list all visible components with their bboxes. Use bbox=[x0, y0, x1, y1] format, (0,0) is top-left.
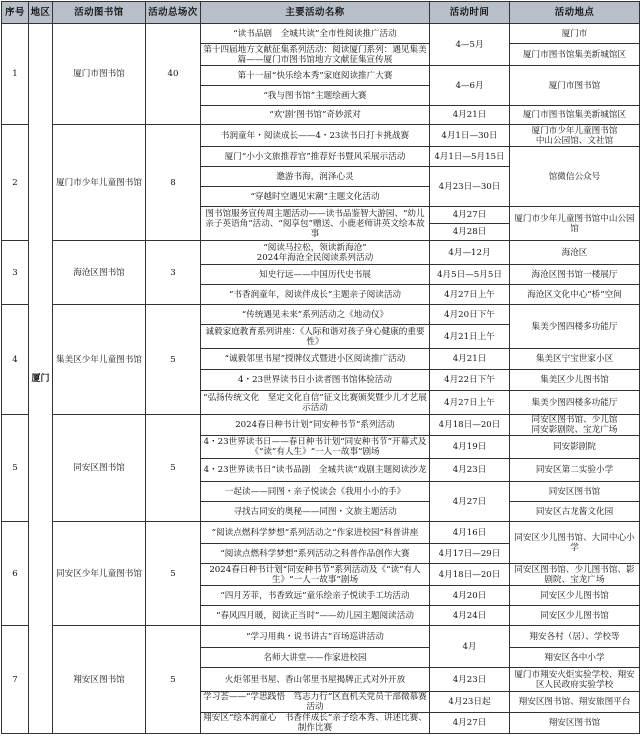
activity-name: 4・23世界读书日小读者图书馆体验活动 bbox=[201, 370, 430, 391]
activity-place: 同安区少儿图书馆、大同中心小学 bbox=[510, 522, 640, 564]
activity-total: 8 bbox=[146, 125, 201, 241]
activity-place: 翔安区图书馆 bbox=[510, 713, 640, 734]
header-total: 活动总场次 bbox=[146, 2, 201, 24]
activity-place: 同安区第二实验小学 bbox=[510, 459, 640, 482]
group-index: 5 bbox=[2, 415, 29, 522]
activity-time: 4月21日 bbox=[430, 349, 510, 370]
activity-time: 4月 bbox=[430, 626, 510, 668]
group-index: 6 bbox=[2, 522, 29, 626]
activity-time: 4月28日 bbox=[430, 224, 510, 241]
activity-name: 邀游书海，润泽心灵 bbox=[201, 167, 430, 187]
activity-name: 2024春日种书计划“同安种书节”系列活动及《“读”有人生》“一人一故事”剧场 bbox=[201, 564, 430, 586]
activity-place: 集美少图四楼多功能厅 bbox=[510, 305, 640, 349]
activity-name: 学习荟——“学思践悟 笃志力行”区直机关党员干部微慕赛活动 bbox=[201, 692, 430, 713]
activity-place: 厦门市图书馆集美新城馆区 bbox=[510, 44, 640, 66]
activity-time: 4月—12月 bbox=[430, 241, 510, 265]
table-row bbox=[2, 522, 640, 544]
activity-name: “书香润童年，阅读伴成长”主题亲子阅读活动 bbox=[201, 285, 430, 305]
activity-place: 集美少图四楼多功能厅 bbox=[510, 391, 640, 415]
activity-name: 4・23世界读书日——春日种书计划“同安种书节”开幕式及《“读”有人生》“一人一故事”剧场 bbox=[201, 436, 430, 459]
header-activity-name: 主要活动名称 bbox=[201, 2, 430, 24]
activity-name: 诚毅家庭教育系列讲座：《人际和谐对孩子身心健康的重要性》 bbox=[201, 325, 430, 349]
activity-name: 翔安区“绘本润童心 书香伴成长”亲子绘本秀、讲述比赛、制作比赛 bbox=[201, 713, 430, 734]
activity-place bbox=[510, 415, 640, 436]
activity-name-line: “阅读马拉松，领读新海沧” bbox=[263, 242, 367, 253]
activity-name: 知史行远——中国历代史书展 bbox=[201, 265, 430, 285]
activity-name: “读书品剧 全城共读”全市性阅读推广活动 bbox=[201, 24, 430, 44]
group-index: 3 bbox=[2, 241, 29, 305]
activity-place: 厦门市图书馆集美新城馆区 bbox=[510, 106, 640, 125]
activity-time: 4月23日—30日 bbox=[430, 167, 510, 207]
activity-name-line: 2024年海沧全民阅读系列活动 bbox=[256, 252, 374, 263]
activity-time: 4月27日上午 bbox=[430, 285, 510, 305]
table-row bbox=[2, 305, 640, 325]
region-cell: 厦门 bbox=[29, 24, 53, 734]
activity-place: 海沧区 bbox=[510, 241, 640, 265]
activity-time: 4月27日 bbox=[430, 482, 510, 522]
activity-place: 集美区少儿图书馆 bbox=[510, 370, 640, 391]
activity-name: 一起读——同图・亲子悦读会《我用小小的手》 bbox=[201, 482, 430, 502]
activity-time: 4月18日—20日 bbox=[430, 415, 510, 436]
activity-place: 同安区少儿图书馆 bbox=[510, 606, 640, 626]
activity-name: 第十四届地方文献征集系列活动：阅读厦门系列：遇见集美篇——厦门市图书馆地方文献征集宣传展 bbox=[201, 44, 430, 66]
library-name: 集美区少年儿童图书馆 bbox=[53, 305, 146, 415]
activity-name: 名师大讲堂——作家进校园 bbox=[201, 648, 430, 668]
activity-time: 4月18日—20日 bbox=[430, 564, 510, 586]
group-index: 7 bbox=[2, 626, 29, 734]
activity-time: 4月17日—29日 bbox=[430, 544, 510, 564]
activity-time: 4月22日下午 bbox=[430, 370, 510, 391]
activity-name: 图书馆服务宣传周主题活动——读书品鉴智大游园、“幼儿亲子英语角”活动、“阅享包”赠送、小鹿老师讲英文绘本故事 bbox=[201, 207, 430, 241]
activity-name: “欢‘剧’图书馆”奇妙派对 bbox=[201, 106, 430, 125]
library-name: 同安区图书馆 bbox=[53, 415, 146, 522]
activity-place-line: 同安影剧院、宝龙广场 bbox=[531, 425, 618, 435]
activity-place: 厦门市 bbox=[510, 24, 640, 44]
activity-place: 厦门市少年儿童图书馆中山公园馆 bbox=[510, 207, 640, 241]
library-name: 厦门市图书馆 bbox=[53, 24, 146, 125]
activity-name: “阅读点燃科学梦想”系列活动之科普作品创作大赛 bbox=[201, 544, 430, 564]
activity-time: 4月23日 bbox=[430, 459, 510, 482]
group-index: 1 bbox=[2, 24, 29, 125]
activity-total: 5 bbox=[146, 522, 201, 626]
activity-time: 4月1日—5月15日 bbox=[430, 147, 510, 167]
activity-place: 厦门市翔安火炬实验学校、翔安区人民政府实验学校 bbox=[510, 668, 640, 692]
activity-time: 4月27日上午 bbox=[430, 391, 510, 415]
library-name: 厦门市少年儿童图书馆 bbox=[53, 125, 146, 241]
activity-name: “学习用典・说书讲古”百场巡讲活动 bbox=[201, 626, 430, 648]
activity-time: 4月5日—5月5日 bbox=[430, 265, 510, 285]
activity-place: 翔安区各中小学 bbox=[510, 648, 640, 668]
activity-schedule-table bbox=[1, 1, 640, 734]
activity-place: 厦门市图书馆 bbox=[510, 66, 640, 106]
activity-name: 2024春日种书计划“同安种书节”系列活动 bbox=[201, 415, 430, 436]
activity-name: 寻找古同安的奥秘——同图・文旅主题活动 bbox=[201, 502, 430, 522]
activity-total: 5 bbox=[146, 626, 201, 734]
library-name: 海沧区图书馆 bbox=[53, 241, 146, 305]
group-index: 2 bbox=[2, 125, 29, 241]
activity-place bbox=[510, 125, 640, 147]
header-index: 序号 bbox=[2, 2, 29, 24]
activity-name: “我与图书馆”主题绘画大赛 bbox=[201, 86, 430, 106]
activity-time: 4月19日 bbox=[430, 436, 510, 459]
activity-total: 5 bbox=[146, 305, 201, 415]
header-region: 地区 bbox=[29, 2, 53, 24]
table-row bbox=[2, 415, 640, 436]
activity-place-line: 同安区图书馆、少儿馆 bbox=[531, 415, 618, 425]
activity-place: 海沧区文化中心“桥”空间 bbox=[510, 285, 640, 305]
activity-place: 翔安各村（居）、学校等 bbox=[510, 626, 640, 648]
header-library: 活动图书馆 bbox=[53, 2, 146, 24]
activity-time: 4月23日 bbox=[430, 668, 510, 692]
activity-name: 火炬邻里书屋、香山邻里书屋揭牌正式对外开放 bbox=[201, 668, 430, 692]
activity-name: “诚毅邻里书屋”授牌仪式暨进小区阅读推广活动 bbox=[201, 349, 430, 370]
activity-total: 5 bbox=[146, 415, 201, 522]
activity-place: 同安区少儿图书馆 bbox=[510, 586, 640, 606]
activity-place: 同安区图书馆 bbox=[510, 482, 640, 502]
activity-place-line: 厦门市少年儿童图书馆 bbox=[531, 125, 618, 136]
activity-name: 4・23世界读书日“读书品剧 全城共读”戏剧主题阅读沙龙 bbox=[201, 459, 430, 482]
activity-time: 4月27日 bbox=[430, 713, 510, 734]
header-row bbox=[2, 2, 640, 24]
table-row bbox=[2, 241, 640, 265]
activity-time: 4—5月 bbox=[430, 24, 510, 66]
activity-time: 4月16日 bbox=[430, 522, 510, 544]
activity-name: “春风四月暖，阅读正当时”——幼儿园主题阅读活动 bbox=[201, 606, 430, 626]
activity-time: 4月27日 bbox=[430, 207, 510, 224]
activity-place: 馆微信公众号 bbox=[510, 147, 640, 207]
activity-place: 翔安区图书馆、翔安旅图平台 bbox=[510, 692, 640, 713]
header-activity-time: 活动时间 bbox=[430, 2, 510, 24]
activity-name: 第十一届“快乐绘本秀”家庭阅读推广大赛 bbox=[201, 66, 430, 86]
activity-time: 4月23日起 bbox=[430, 692, 510, 713]
activity-time: 4月24日 bbox=[430, 606, 510, 626]
activity-total: 40 bbox=[146, 24, 201, 125]
activity-name: 厦门“小小文旅推荐官”推荐好书暨风采展示活动 bbox=[201, 147, 430, 167]
activity-time: 4月1日—30日 bbox=[430, 125, 510, 147]
activity-name: “弘扬传统文化 坚定文化自信”征文比赛颁奖暨少儿才艺展示活动 bbox=[201, 391, 430, 415]
activity-name: “四月芳菲，书香致远”童乐绘亲子悦读手工坊活动 bbox=[201, 586, 430, 606]
activity-time: 4月21日 bbox=[430, 106, 510, 125]
activity-place: 同安区图书馆、少儿图书馆、影剧院、宝龙广场 bbox=[510, 564, 640, 586]
group-index: 4 bbox=[2, 305, 29, 415]
table-row bbox=[2, 125, 640, 147]
activity-place: 同安影剧院 bbox=[510, 436, 640, 459]
table-row bbox=[2, 24, 640, 44]
activity-time: 4月21日上午 bbox=[430, 325, 510, 349]
activity-place: 同安区古龙酱文化园 bbox=[510, 502, 640, 522]
activity-place-line: 中山公园馆、文社馆 bbox=[535, 135, 614, 146]
header-activity-place: 活动地点 bbox=[510, 2, 640, 24]
activity-name: “穿越时空遇见宋潮”主题文化活动 bbox=[201, 187, 430, 207]
activity-total: 3 bbox=[146, 241, 201, 305]
activity-place: 集美区宁宝世家小区 bbox=[510, 349, 640, 370]
activity-time: 4月20日 bbox=[430, 586, 510, 606]
activity-name: “阅读点燃科学梦想”系列活动之“作家进校园”科普讲座 bbox=[201, 522, 430, 544]
activity-time: 4—6月 bbox=[430, 66, 510, 106]
table-row bbox=[2, 626, 640, 648]
activity-name: “传统遇见未来”系列活动之《地动仪》 bbox=[201, 305, 430, 325]
library-name: 同安区少年儿童图书馆 bbox=[53, 522, 146, 626]
library-name: 翔安区图书馆 bbox=[53, 626, 146, 734]
activity-name bbox=[201, 241, 430, 265]
activity-place: 海沧区图书馆一楼展厅 bbox=[510, 265, 640, 285]
activity-name: 书润童年・阅读成长——4・23读书日打卡挑战赛 bbox=[201, 125, 430, 147]
activity-time: 4月20日下午 bbox=[430, 305, 510, 325]
